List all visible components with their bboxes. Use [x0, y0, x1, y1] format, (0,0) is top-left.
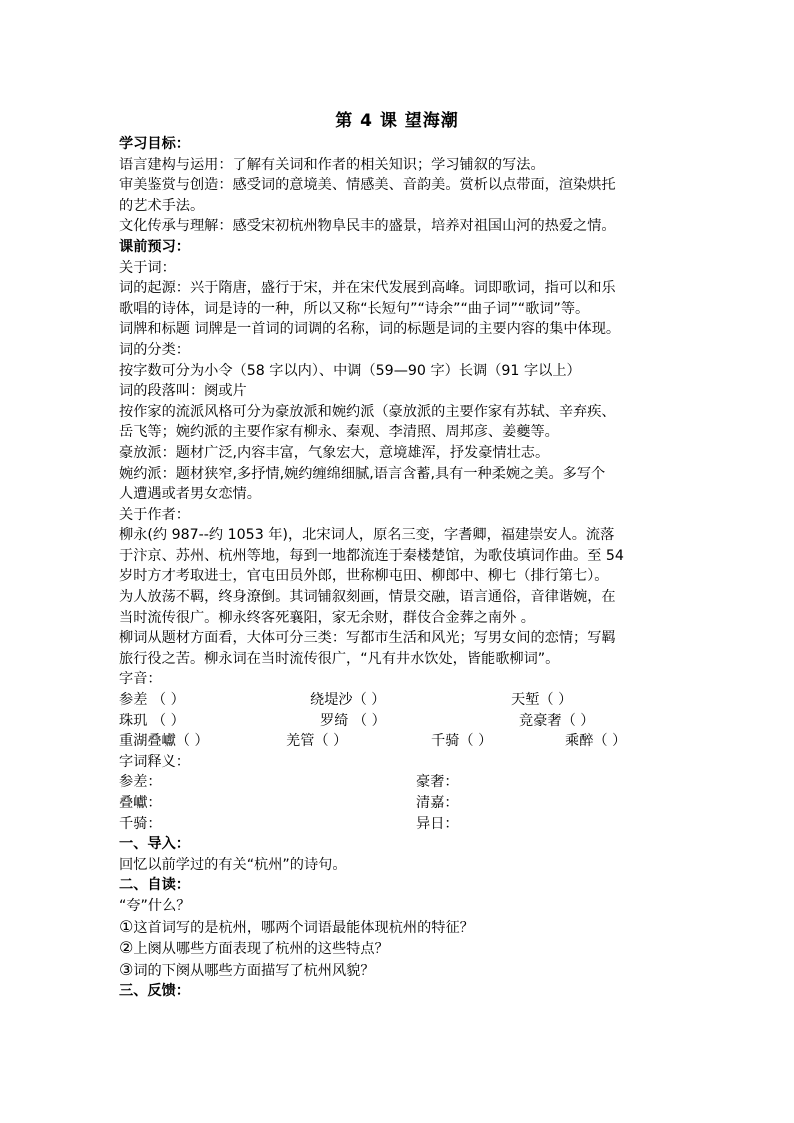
definition-item: 参差：: [119, 774, 162, 791]
paragraph-line: 当时流传很广。柳永终客死襄阳，家无余财，群伎合金葬之南外 。: [119, 609, 535, 626]
paragraph-line: 关于词：: [119, 259, 176, 276]
pronunciation-item: 天堑（ ）: [511, 692, 573, 709]
paragraph-line: 词牌和标题 词牌是一首词的词调的名称，词的标题是词的主要内容的集中体现。: [119, 321, 621, 338]
question-text: 上阕从哪些方面表现了杭州的这些特点？: [133, 941, 389, 958]
question-text: 这首词写的是杭州，哪两个词语最能体现杭州的特征？: [133, 919, 474, 936]
definition-row: [119, 772, 679, 793]
paragraph-line: 岳飞等；婉约派的主要作家有柳永、秦观、李清照、周邦彦、姜夔等。: [119, 424, 559, 441]
paragraph-line: 文化传承与理解：感受宋初杭州物阜民丰的盛景，培养对祖国山河的热爱之情。: [119, 218, 616, 235]
pronunciation-row: [119, 731, 679, 752]
definition-item: 叠巘：: [119, 795, 162, 811]
paragraph-line: 为人放荡不羁，终身潦倒。其词铺叙刻画，情景交融，语言通俗，音律谐婉，在: [119, 589, 616, 606]
paragraph-line: 审美鉴赏与创造：感受词的意境美、情感美、音韵美。赏析以点带面，渲染烘托: [119, 177, 616, 194]
paragraph-line: 岁时方才考取进士，官屯田员外郎，世称柳屯田、柳郎中、柳七（排行第七）。: [119, 568, 609, 585]
pronunciation-item: 羌管（ ）: [286, 733, 348, 750]
definition-item: 千骑：: [119, 815, 162, 832]
pronunciation-heading: 字音：: [119, 671, 162, 688]
pronunciation-item: 珠玑 （ ）: [119, 712, 185, 729]
section-heading-reading: 二、自读：: [119, 877, 190, 894]
paragraph-line: 按作家的流派风格可分为豪放派和婉约派（豪放派的主要作家有苏轼、辛弃疾、: [119, 403, 616, 420]
pronunciation-item: 竞豪奢（ ）: [519, 712, 595, 729]
paragraph-line: 按字数可分为小令（58 字以内）、中调（59—90 字）长调（91 字以上）: [119, 362, 581, 379]
question-item: [119, 917, 679, 939]
paragraph-line: 旅行役之苦。柳永词在当时流传很广，“凡有井水饮处，皆能歌柳词”。: [119, 650, 560, 667]
pronunciation-item: 乘醉（ ）: [565, 733, 627, 750]
paragraph-line: 柳词从题材方面看，大体可分三类：写都市生活和风光；写男女间的恋情；写羁: [119, 630, 616, 647]
section-heading-preview: 课前预习：: [119, 238, 190, 255]
paragraph-line: 的艺术手法。: [119, 197, 205, 214]
pronunciation-item: 绕堤沙（ ）: [310, 692, 386, 709]
paragraph-line: 词的分类：: [119, 341, 190, 358]
paragraph-line: 豪放派：题材广泛,内容丰富，气象宏大，意境雄浑，抒发豪情壮志。: [119, 444, 550, 461]
definition-item: 异日：: [416, 815, 459, 832]
definition-row: [119, 814, 679, 835]
paragraph-line: 回忆以前学过的有关“杭州”的诗句。: [119, 856, 347, 873]
pronunciation-item: 参差 （ ）: [119, 692, 185, 709]
pronunciation-item: 千骑（ ）: [431, 733, 493, 750]
paragraph-line: 柳永(约 987--约 1053 年)，北宋词人，原名三变，字耆卿，福建崇安人。流落: [119, 527, 615, 544]
paragraph-line: 人遭遇或者男女恋情。: [119, 486, 261, 503]
paragraph-line: 婉约派：题材狭窄,多抒情,婉约缠绵细腻,语言含蓄,具有一种柔婉之美。多写个: [119, 465, 606, 482]
definitions-heading: 字词释义：: [119, 753, 190, 770]
definition-item: 豪奢：: [416, 774, 459, 791]
question-text: 词的下阕从哪些方面描写了杭州风貌？: [133, 962, 375, 979]
question-number: ③: [119, 959, 134, 979]
question-item: [119, 960, 679, 982]
pronunciation-item: 罗绮 （ ）: [320, 712, 386, 729]
definition-row: [119, 793, 679, 814]
question-number: ①: [119, 916, 134, 936]
question-number: ②: [119, 938, 134, 958]
pronunciation-row: [119, 690, 679, 711]
document-body: [119, 134, 679, 1002]
definition-item: 清嘉：: [416, 795, 459, 811]
pronunciation-row: [119, 711, 679, 732]
reading-prompt: “夸”什么？: [119, 897, 191, 914]
section-heading-intro: 一、导入：: [119, 836, 190, 853]
section-heading-feedback: 三、反馈：: [119, 983, 190, 1000]
paragraph-line: 于汴京、苏州、杭州等地，每到一地都流连于秦楼楚馆，为歌伎填词作曲。至 54: [119, 547, 624, 564]
question-item: [119, 938, 679, 960]
paragraph-line: 关于作者：: [119, 506, 190, 523]
pronunciation-item: 重湖叠巘（ ）: [119, 733, 209, 750]
section-heading-goals: 学习目标：: [119, 136, 190, 152]
paragraph-line: 词的起源：兴于隋唐，盛行于宋，并在宋代发展到高峰。词即歌词，指可以和乐: [119, 280, 616, 297]
paragraph-line: 语言建构与运用：了解有关词和作者的相关知识；学习铺叙的写法。: [119, 156, 545, 173]
page-title: 第 4 课 望海潮: [335, 111, 459, 131]
paragraph-line: 歌唱的诗体，词是诗的一种，所以又称“长短句”“诗余”“曲子词”“歌词”等。: [119, 300, 590, 317]
paragraph-line: 词的段落叫：阕或片: [119, 383, 247, 400]
